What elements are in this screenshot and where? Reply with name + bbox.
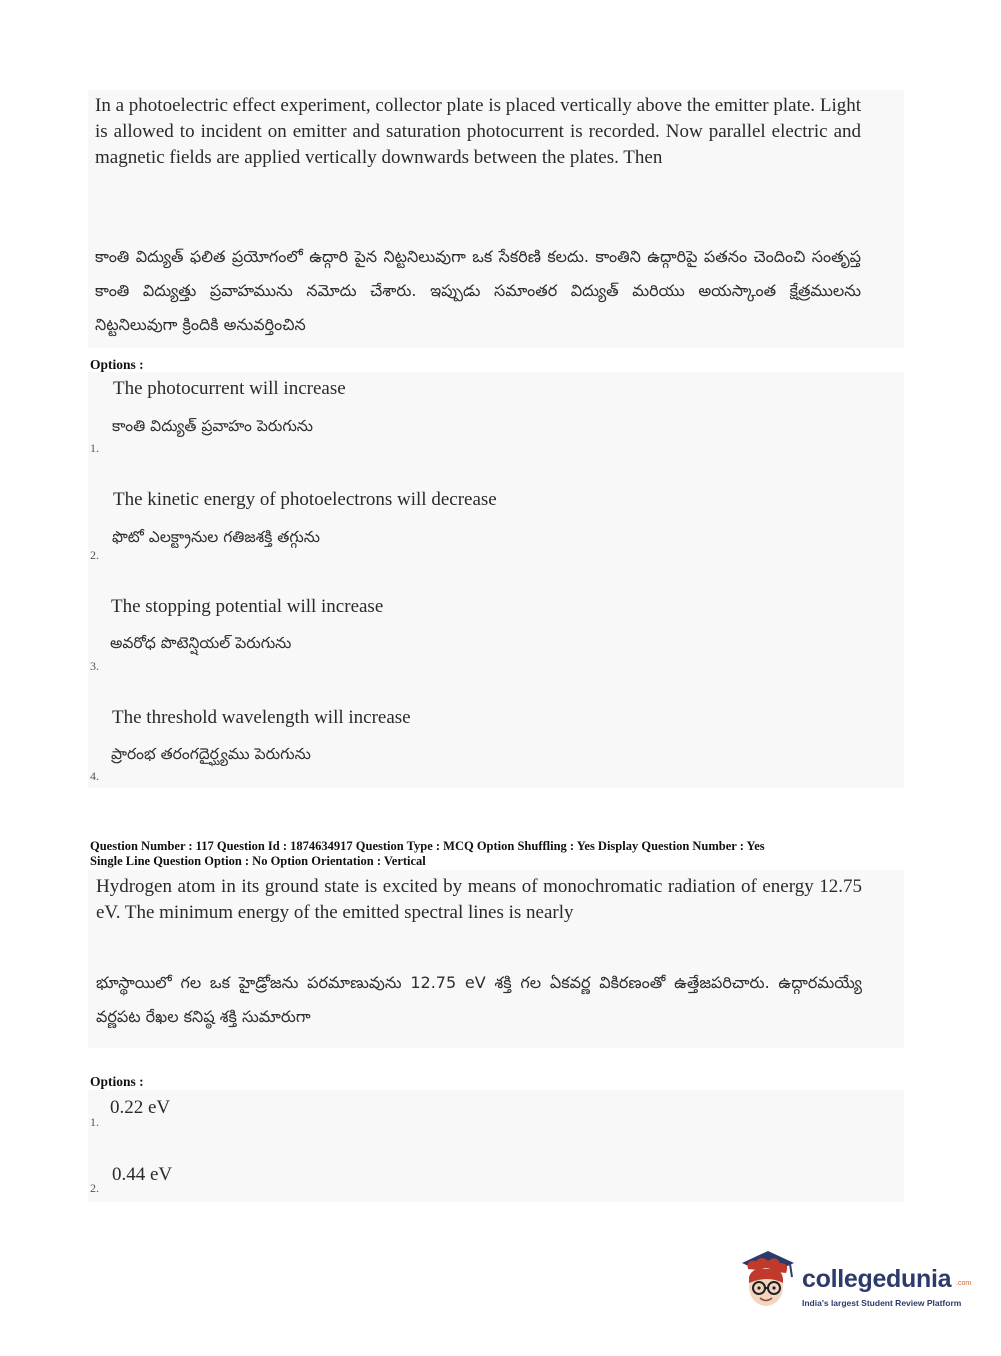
logo-domain: .com xyxy=(956,1280,972,1287)
question-text-telugu: కాంతి విద్యుత్ ఫలిత ప్రయోగంలో ఉద్గారి పైన నిట్టనిలువుగా ఒక సేకరిణి కలదు. కాంతిని ఉద్గారిపై పతనం చెందించి సంతృప్త కాంతి విద్యుత్తు ప్రవాహమును నమోదు చేశారు. ఇప్పుడు సమాంతర విద్యుత్ మరియు అయస్కాంత క్షేత్రములను నిట్టనిలువుగా క్రిందికి అనువర్తించిన xyxy=(95,247,861,334)
option-1-telugu: కాంతి విద్యుత్ ప్రవాహం పెరుగును xyxy=(112,417,314,435)
option-4-english: The threshold wavelength will increase xyxy=(112,707,411,728)
option-4-telugu: ప్రారంభ తరంగదైర్ఘ్యము పెరుగును xyxy=(111,745,311,763)
option-1-number: 1. xyxy=(90,441,99,455)
option-4-number: 4. xyxy=(90,769,99,783)
option-1-value: 0.22 eV xyxy=(110,1097,171,1118)
option-2-number: 2. xyxy=(90,1181,99,1195)
logo-tagline: India's largest Student Review Platform xyxy=(802,1298,962,1308)
option-3-number: 3. xyxy=(90,659,99,673)
options-heading: Options : xyxy=(90,1074,144,1089)
collegedunia-logo xyxy=(738,1247,972,1317)
option-2-english: The kinetic energy of photoelectrons will decrease xyxy=(113,489,497,510)
mascot-icon xyxy=(738,1247,800,1313)
question-meta-line-2: Single Line Question Option : No Option Orientation : Vertical xyxy=(90,854,426,868)
options-heading: Options : xyxy=(90,357,144,372)
option-1-english: The photocurrent will increase xyxy=(113,378,346,399)
question-meta-line-1: Question Number : 117 Question Id : 1874634917 Question Type : MCQ Option Shuffling : Yes Display Question Number : Yes xyxy=(90,839,765,853)
options-panel xyxy=(88,1090,904,1202)
option-2-telugu: ఫొటో ఎలక్ట్రానుల గతిజశక్తి తగ్గును xyxy=(112,528,320,546)
question-text-english: Hydrogen atom in its ground state is excited by means of monochromatic radiation of energy 12.75 eV. The minimum energy of the emitted spectral lines is nearly xyxy=(96,876,862,923)
logo-wordmark: collegedunia xyxy=(802,1265,952,1293)
option-2-number: 2. xyxy=(90,548,99,562)
option-2-value: 0.44 eV xyxy=(112,1164,173,1185)
question-text-telugu: భూస్థాయిలో గల ఒక హైడ్రోజను పరమాణువును 12.75 eV శక్తి గల ఏకవర్ణ వికిరణంతో ఉత్తేజపరిచారు. ఉద్గారమయ్యే వర్ణపట రేఖల కనిష్ఠ శక్తి సుమారుగా xyxy=(96,973,862,1026)
option-3-english: The stopping potential will increase xyxy=(111,596,384,617)
question-text-english: In a photoelectric effect experiment, collector plate is placed vertically above the emitter plate. Light is allowed to incident on emitter and saturation photocurrent is recorded. Now parallel electric and magnetic fields are applied vertically downwards between the plates. Then xyxy=(95,95,861,168)
option-3-telugu: అవరోధ పొటెన్షియల్ పెరుగును xyxy=(110,634,292,652)
option-1-number: 1. xyxy=(90,1115,99,1129)
